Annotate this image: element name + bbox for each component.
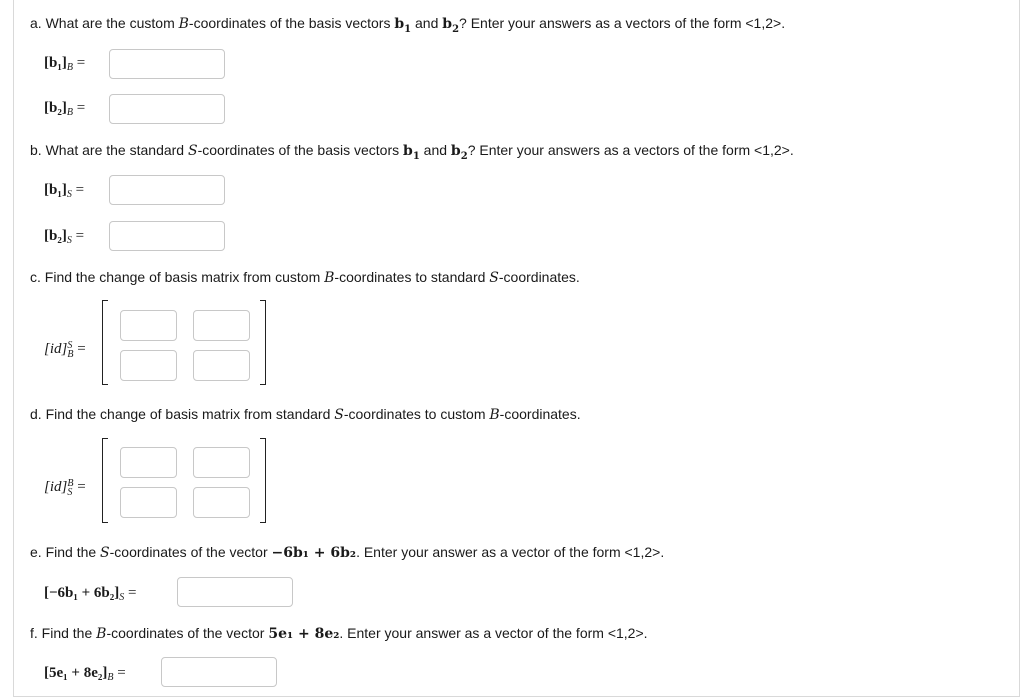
question-c-middle: -coordinates to standard	[334, 269, 490, 285]
conjunction: and	[411, 15, 443, 31]
label-text: [b₂]	[44, 100, 67, 116]
subscript: 2	[452, 23, 460, 35]
answer-f-input[interactable]	[161, 657, 277, 687]
label-text: [b₂]	[44, 228, 67, 244]
question-f-prefix: f. Find the	[30, 625, 97, 641]
question-c-suffix: -coordinates.	[498, 269, 580, 285]
label-sup: B	[67, 478, 74, 489]
set-symbol: S	[334, 407, 344, 423]
question-e-prefix: e. Find the	[30, 544, 101, 560]
vector-b2: b	[442, 16, 453, 32]
subscript: 1	[412, 150, 420, 162]
question-c	[30, 268, 580, 287]
question-c-prefix: c. Find the change of basis matrix from custom	[30, 269, 325, 285]
label-text: [−6b₁ + 6b₂]	[44, 585, 120, 601]
vector-b1: b	[403, 143, 413, 159]
label-expr-B	[44, 663, 126, 688]
equals-sign: =	[76, 55, 86, 71]
label-sub: S	[66, 189, 72, 200]
label-b2-S	[44, 226, 84, 251]
question-a-suffix: ? Enter your answers as a vectors of the form <1,2>.	[459, 15, 786, 31]
question-f-suffix: . Enter your answer as a vector of the form <1,2>.	[339, 625, 648, 641]
vector-b2: b	[450, 143, 461, 159]
label-text: [5e₁ + 8e₂]	[44, 665, 108, 681]
set-symbol: S	[187, 143, 198, 159]
question-b-prefix: b. What are the standard	[30, 142, 188, 158]
label-sub: B	[107, 672, 114, 683]
label-sub: B	[66, 107, 73, 118]
subscript: 2	[460, 150, 468, 162]
label-expr-S	[44, 583, 136, 608]
question-a-middle: -coordinates of the basis vectors	[188, 15, 395, 31]
set-symbol: B	[489, 407, 500, 423]
matrix-bracket-left	[102, 438, 108, 523]
matrix-c-cell-2-1[interactable]	[120, 350, 177, 381]
label-text: [id]	[44, 479, 68, 495]
matrix-c-cell-2-2[interactable]	[193, 350, 250, 381]
label-sup: S	[67, 340, 73, 351]
vector-expression: 5e₁ + 8e₂	[268, 626, 340, 642]
question-b-suffix: ? Enter your answers as a vectors of the form <1,2>.	[467, 142, 794, 158]
label-text: [b₁]	[44, 55, 67, 71]
conjunction: and	[419, 142, 451, 158]
set-symbol: B	[324, 270, 335, 286]
set-symbol: S	[489, 270, 499, 286]
label-sub: B	[67, 349, 74, 360]
equals-sign: =	[77, 341, 86, 357]
vector-expression: −6b₁ + 6b₂	[271, 545, 357, 561]
question-a-prefix: a. What are the custom	[30, 15, 179, 31]
question-b	[30, 141, 794, 166]
answer-b2-B-input[interactable]	[109, 94, 225, 124]
label-b1-B	[44, 53, 85, 78]
question-d	[30, 405, 581, 424]
answer-b1-B-input[interactable]	[109, 49, 225, 79]
answer-e-input[interactable]	[177, 577, 293, 607]
equals-sign: =	[128, 585, 137, 601]
matrix-c-cell-1-1[interactable]	[120, 310, 177, 341]
equals-sign: =	[76, 100, 86, 116]
answer-b1-S-input[interactable]	[109, 175, 225, 205]
question-b-middle: -coordinates of the basis vectors	[197, 142, 404, 158]
equals-sign: =	[117, 665, 126, 681]
question-f	[30, 624, 648, 643]
label-b1-S	[44, 180, 84, 205]
label-matrix-B-to-S	[44, 339, 86, 359]
question-d-suffix: -coordinates.	[499, 406, 581, 422]
matrix-c-cell-1-2[interactable]	[193, 310, 250, 341]
label-matrix-S-to-B	[44, 477, 86, 497]
matrix-d-cell-2-1[interactable]	[120, 487, 177, 518]
matrix-d-cell-2-2[interactable]	[193, 487, 250, 518]
question-a	[30, 14, 785, 39]
question-e-suffix: . Enter your answer as a vector of the form <1,2>.	[356, 544, 665, 560]
question-d-prefix: d. Find the change of basis matrix from standard	[30, 406, 335, 422]
label-sub: S	[119, 592, 125, 603]
matrix-d-cell-1-2[interactable]	[193, 447, 250, 478]
label-sub: S	[66, 235, 72, 246]
question-d-middle: -coordinates to custom	[343, 406, 490, 422]
label-sub: B	[66, 62, 73, 73]
set-symbol: B	[178, 16, 189, 32]
question-e-middle: -coordinates of the vector	[109, 544, 272, 560]
equals-sign: =	[75, 182, 85, 198]
label-b2-B	[44, 98, 85, 123]
label-sub: S	[67, 487, 73, 498]
matrix-bracket-right	[260, 438, 266, 523]
label-text: [id]	[44, 341, 68, 357]
equals-sign: =	[75, 228, 85, 244]
matrix-d-cell-1-1[interactable]	[120, 447, 177, 478]
vector-b1: b	[394, 16, 405, 32]
matrix-bracket-left	[102, 300, 108, 385]
set-symbol: B	[96, 626, 107, 642]
question-f-middle: -coordinates of the vector	[106, 625, 269, 641]
subscript: 1	[404, 23, 412, 35]
equals-sign: =	[77, 479, 86, 495]
question-e	[30, 543, 664, 562]
set-symbol: S	[100, 545, 110, 561]
matrix-bracket-right	[260, 300, 266, 385]
label-text: [b₁]	[44, 182, 67, 198]
answer-b2-S-input[interactable]	[109, 221, 225, 251]
